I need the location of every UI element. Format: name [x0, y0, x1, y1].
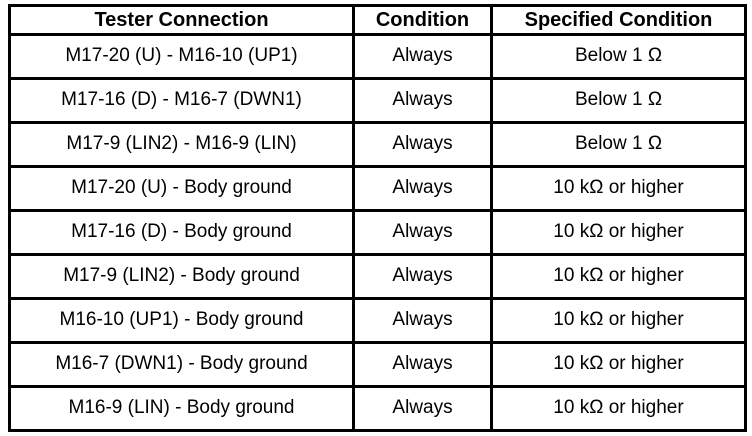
specification-table — [8, 4, 747, 432]
cell-condition: Always — [354, 255, 492, 299]
cell-specified-condition: 10 kΩ or higher — [492, 211, 746, 255]
cell-specified-condition: Below 1 Ω — [492, 123, 746, 167]
table-body — [10, 35, 746, 431]
cell-tester-connection: M16-10 (UP1) - Body ground — [10, 299, 354, 343]
cell-condition: Always — [354, 211, 492, 255]
table-header — [10, 6, 746, 35]
cell-condition: Always — [354, 79, 492, 123]
cell-tester-connection: M17-9 (LIN2) - Body ground — [10, 255, 354, 299]
cell-condition: Always — [354, 123, 492, 167]
table-row — [10, 79, 746, 123]
table-row — [10, 255, 746, 299]
cell-specified-condition: 10 kΩ or higher — [492, 387, 746, 431]
column-header-tester-connection: Tester Connection — [10, 6, 354, 35]
cell-specified-condition: 10 kΩ or higher — [492, 255, 746, 299]
table-header-row — [10, 6, 746, 35]
cell-tester-connection: M17-16 (D) - M16-7 (DWN1) — [10, 79, 354, 123]
cell-specified-condition: 10 kΩ or higher — [492, 343, 746, 387]
cell-specified-condition: 10 kΩ or higher — [492, 299, 746, 343]
column-header-condition: Condition — [354, 6, 492, 35]
table-row — [10, 35, 746, 79]
cell-condition: Always — [354, 167, 492, 211]
cell-tester-connection: M17-9 (LIN2) - M16-9 (LIN) — [10, 123, 354, 167]
cell-specified-condition: Below 1 Ω — [492, 35, 746, 79]
table-row — [10, 211, 746, 255]
cell-specified-condition: Below 1 Ω — [492, 79, 746, 123]
cell-condition: Always — [354, 35, 492, 79]
cell-tester-connection: M17-20 (U) - Body ground — [10, 167, 354, 211]
table-row — [10, 387, 746, 431]
cell-condition: Always — [354, 387, 492, 431]
table-row — [10, 167, 746, 211]
cell-tester-connection: M16-7 (DWN1) - Body ground — [10, 343, 354, 387]
table-row — [10, 343, 746, 387]
column-header-specified-condition: Specified Condition — [492, 6, 746, 35]
cell-tester-connection: M16-9 (LIN) - Body ground — [10, 387, 354, 431]
table-row — [10, 299, 746, 343]
cell-tester-connection: M17-16 (D) - Body ground — [10, 211, 354, 255]
cell-condition: Always — [354, 299, 492, 343]
table-row — [10, 123, 746, 167]
cell-condition: Always — [354, 343, 492, 387]
cell-specified-condition: 10 kΩ or higher — [492, 167, 746, 211]
cell-tester-connection: M17-20 (U) - M16-10 (UP1) — [10, 35, 354, 79]
